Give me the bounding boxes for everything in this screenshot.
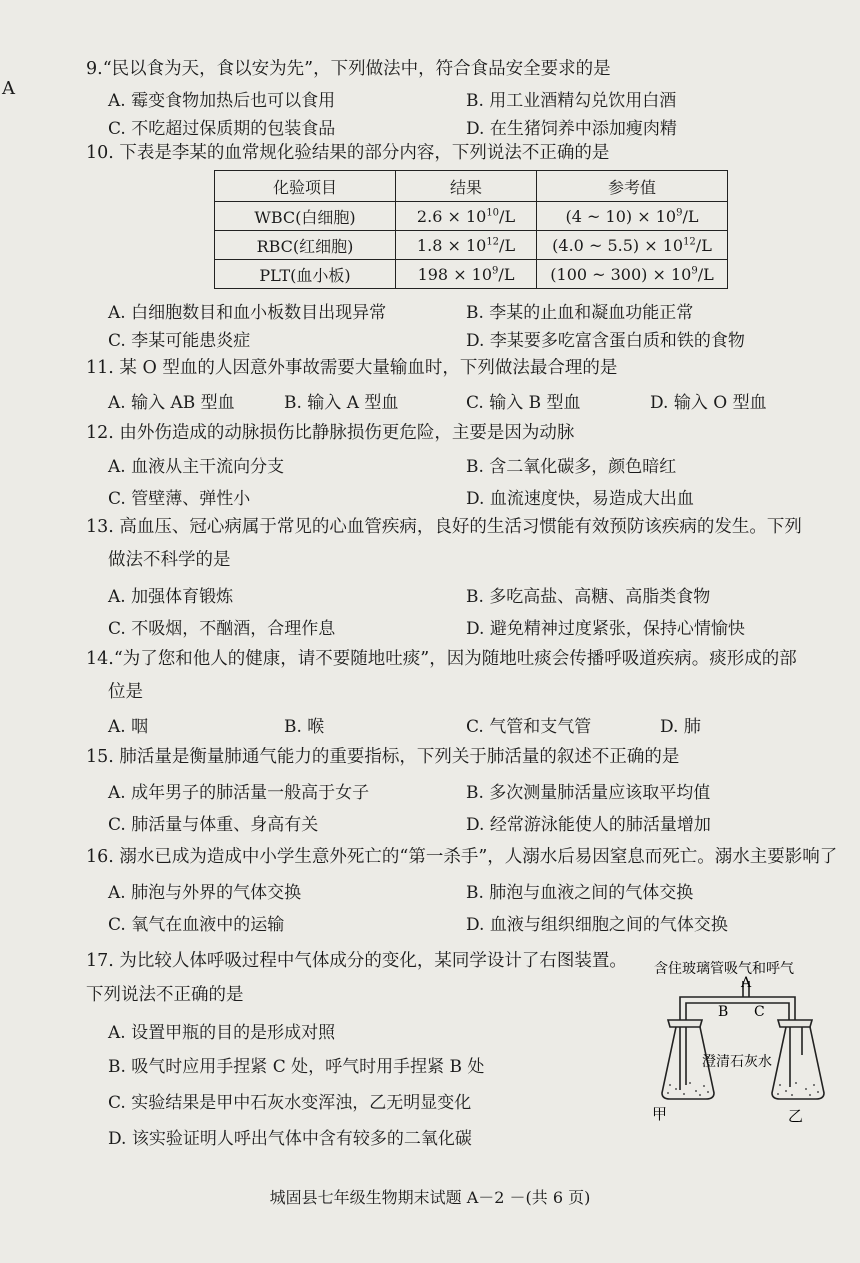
q12-option-a: A. 血液从主干流向分支 (108, 457, 285, 477)
table-row (215, 202, 728, 231)
question-10-stem: 10. 下表是李某的血常规化验结果的部分内容，下列说法不正确的是 (86, 143, 610, 163)
table-cell-reference: (100 ~ $300) \times 10^9/L$ (537, 260, 728, 289)
edge-mark: A (2, 78, 15, 99)
q10-option-d: D. 李某要多吃富含蛋白质和铁的食物 (466, 331, 745, 351)
q17-option-d: D. 该实验证明人呼出气体中含有较多的二氧化碳 (108, 1129, 472, 1149)
question-9-stem: 9.“民以食为天，食以安为先”，下列做法中，符合食品安全要求的是 (86, 59, 611, 79)
q13-option-c: C. 不吸烟，不酗酒，合理作息 (108, 619, 336, 639)
question-11-stem: 11. 某 O 型血的人因意外事故需要大量输血时，下列做法最合理的是 (86, 358, 618, 378)
q15-option-a: A. 成年男子的肺活量一般高于女子 (108, 783, 370, 803)
q13-option-d: D. 避免精神过度紧张，保持心情愉快 (466, 619, 745, 639)
q14-option-a: A. 咽 (108, 717, 149, 737)
table-cell-reference: (4.0 ~ $5.5) \times 10^{12}/L$ (537, 231, 728, 260)
question-14-stem-cont: 位是 (108, 682, 143, 702)
q17-option-b: B. 吸气时应用手捏紧 C 处，呼气时用手捏紧 B 处 (108, 1057, 485, 1077)
table-cell-result: $1.8 \times 10^{12}/L$ (396, 231, 537, 260)
q13-option-a: A. 加强体育锻炼 (108, 587, 234, 607)
q15-option-b: B. 多次测量肺活量应该取平均值 (466, 783, 711, 803)
question-13-stem-cont: 做法不科学的是 (108, 550, 231, 570)
page-footer: 城固县七年级生物期末试题 A－2 －(共 6 页) (269, 1188, 591, 1207)
table-header: 参考值 (537, 171, 728, 202)
question-12-stem: 12. 由外伤造成的动脉损伤比静脉损伤更危险，主要是因为动脉 (86, 423, 575, 443)
table-cell-result: $2.6 \times 10^{10}/L$ (396, 202, 537, 231)
q16-option-b: B. 肺泡与血液之间的气体交换 (466, 883, 694, 903)
table-cell-item: WBC(白细胞) (215, 202, 396, 231)
q12-option-d: D. 血流速度快，易造成大出血 (466, 489, 694, 509)
table-row (215, 260, 728, 289)
question-13-stem: 13. 高血压、冠心病属于常见的心血管疾病，良好的生活习惯能有效预防该疾病的发生。下列 (86, 517, 802, 537)
question-17-stem: 17. 为比较人体呼吸过程中气体成分的变化，某同学设计了右图装置。 (86, 951, 627, 971)
table-row (215, 231, 728, 260)
q9-option-a: A. 霉变食物加热后也可以食用 (108, 91, 336, 111)
question-17-stem-cont: 下列说法不正确的是 (86, 985, 244, 1005)
flask-left-label: 甲 (652, 1105, 668, 1123)
q17-option-c: C. 实验结果是甲中石灰水变浑浊，乙无明显变化 (108, 1093, 472, 1113)
q11-option-b: B. 输入 A 型血 (284, 393, 399, 413)
table-cell-item: PLT(血小板) (215, 260, 396, 289)
q9-option-b: B. 用工业酒精勾兑饮用白酒 (466, 91, 677, 111)
q17-option-a: A. 设置甲瓶的目的是形成对照 (108, 1023, 336, 1043)
q11-option-c: C. 输入 B 型血 (466, 393, 581, 413)
figure-caption: 含住玻璃管吸气和呼气 (654, 961, 794, 977)
q15-option-d: D. 经常游泳能使人的肺活量增加 (466, 815, 711, 835)
q11-option-a: A. 输入 AB 型血 (108, 393, 235, 413)
question-14-stem: 14.“为了您和他人的健康，请不要随地吐痰”，因为随地吐痰会传播呼吸道疾病。痰形成的部 (86, 649, 797, 669)
q10-option-b: B. 李某的止血和凝血功能正常 (466, 303, 694, 323)
q10-option-a: A. 白细胞数目和血小板数目出现异常 (108, 303, 387, 323)
label-b: B (718, 1004, 729, 1020)
table-cell-result: $198 \times 10^9/L$ (396, 260, 537, 289)
q14-option-c: C. 气管和支气管 (466, 717, 592, 737)
question-16-stem: 16. 溺水已成为造成中小学生意外死亡的“第一杀手”，人溺水后易因窒息而死亡。溺水主要影响了 (86, 847, 838, 867)
question-15-stem: 15. 肺活量是衡量肺通气能力的重要指标，下列关于肺活量的叙述不正确的是 (86, 747, 680, 767)
q14-option-b: B. 喉 (284, 717, 325, 737)
blood-test-table (214, 170, 728, 289)
q12-option-c: C. 管壁薄、弹性小 (108, 489, 251, 509)
breathing-apparatus-figure (640, 961, 840, 1125)
liquid-label: 澄清石灰水 (702, 1054, 772, 1070)
q13-option-b: B. 多吃高盐、高糖、高脂类食物 (466, 587, 711, 607)
q9-option-c: C. 不吃超过保质期的包装食品 (108, 119, 336, 139)
q9-option-d: D. 在生猪饲养中添加瘦肉精 (466, 119, 677, 139)
q16-option-d: D. 血液与组织细胞之间的气体交换 (466, 915, 728, 935)
q14-option-d: D. 肺 (660, 717, 701, 737)
table-cell-item: RBC(红细胞) (215, 231, 396, 260)
q10-option-c: C. 李某可能患炎症 (108, 331, 251, 351)
q16-option-a: A. 肺泡与外界的气体交换 (108, 883, 302, 903)
q16-option-c: C. 氧气在血液中的运输 (108, 915, 285, 935)
q12-option-b: B. 含二氧化碳多，颜色暗红 (466, 457, 677, 477)
q15-option-c: C. 肺活量与体重、身高有关 (108, 815, 319, 835)
label-c: C (754, 1004, 765, 1020)
q11-option-d: D. 输入 O 型血 (650, 393, 767, 413)
table-header: 结果 (396, 171, 537, 202)
table-header: 化验项目 (215, 171, 396, 202)
table-cell-reference: (4 ~ $10) \times 10^9/L$ (537, 202, 728, 231)
flask-right-label: 乙 (788, 1107, 804, 1125)
label-a: A (741, 975, 752, 991)
table-header-row (215, 171, 728, 202)
